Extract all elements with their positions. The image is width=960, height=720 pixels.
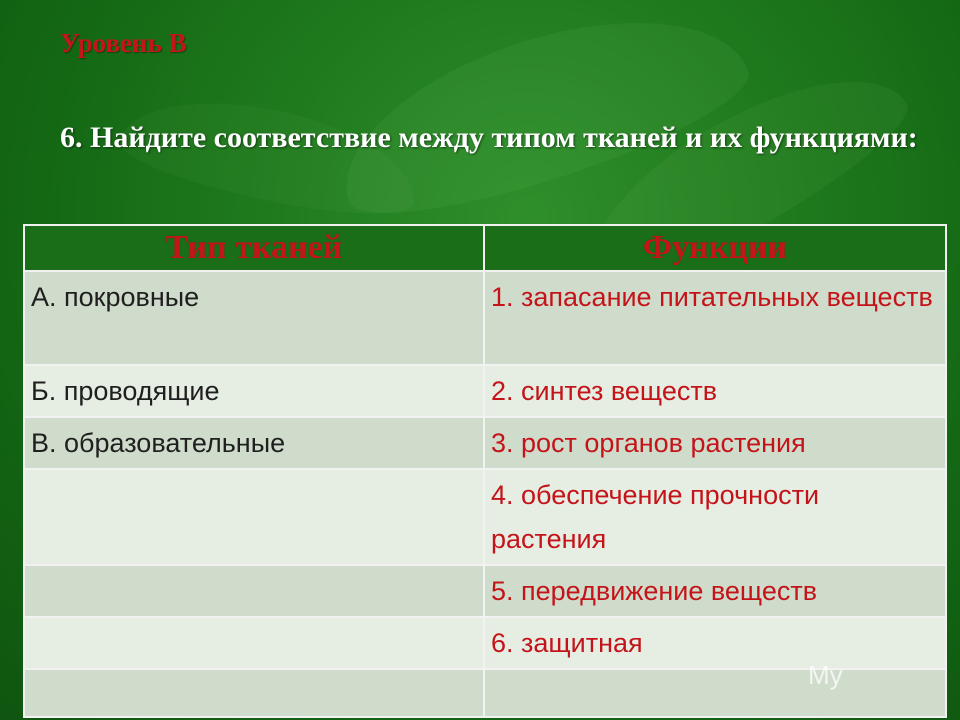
table-row bbox=[24, 271, 946, 365]
table-row bbox=[24, 417, 946, 469]
matching-table bbox=[23, 224, 947, 718]
table-header-row bbox=[24, 225, 946, 271]
tissue-cell bbox=[24, 669, 484, 717]
function-cell: 1. запасание питательных веществ bbox=[484, 271, 946, 365]
tissue-cell bbox=[24, 469, 484, 565]
header-functions: Функции bbox=[484, 225, 946, 271]
function-cell: 6. защитная bbox=[484, 617, 946, 669]
level-title: Уровень В bbox=[60, 28, 187, 58]
function-cell: 3. рост органов растения bbox=[484, 417, 946, 469]
tissue-cell bbox=[24, 617, 484, 669]
tissue-cell: Б. проводящие bbox=[24, 365, 484, 417]
function-cell: 2. синтез веществ bbox=[484, 365, 946, 417]
function-cell: 4. обеспечение прочности растения bbox=[484, 469, 946, 565]
function-cell bbox=[484, 669, 946, 717]
tissue-cell: А. покровные bbox=[24, 271, 484, 365]
function-cell: 5. передвижение веществ bbox=[484, 565, 946, 617]
tissue-cell: В. образовательные bbox=[24, 417, 484, 469]
header-tissue-type: Тип тканей bbox=[24, 225, 484, 271]
table-row bbox=[24, 565, 946, 617]
tissue-cell bbox=[24, 565, 484, 617]
table-row bbox=[24, 365, 946, 417]
question-text: 6. Найдите соответствие между типом тканей и их функциями: bbox=[60, 121, 918, 154]
watermark-logo: My bbox=[808, 660, 843, 690]
table-row bbox=[24, 469, 946, 565]
